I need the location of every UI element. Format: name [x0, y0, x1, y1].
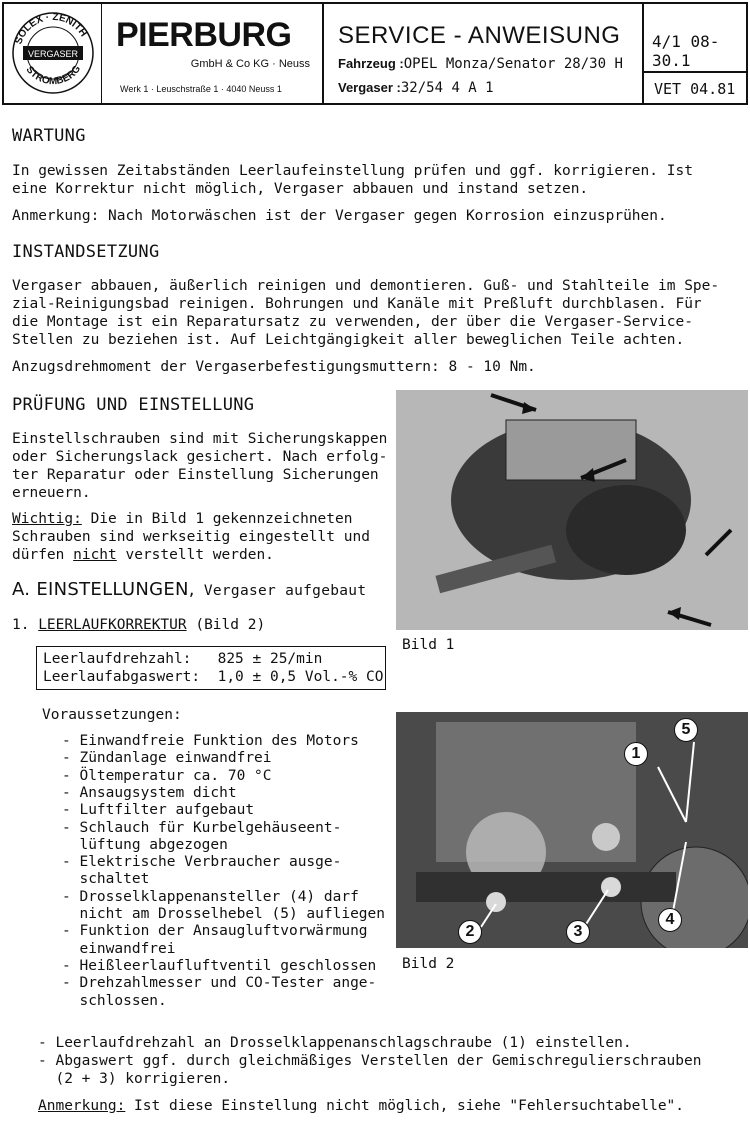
- wartung-text-line: In gewissen Zeitabständen Leerlaufeinstellung prüfen und ggf. korrigieren. Ist: [12, 163, 693, 179]
- prerequisite-item: nicht am Drosselhebel (5) aufliegen: [62, 906, 386, 922]
- adjustment-step: (2 + 3) korrigieren.: [38, 1071, 231, 1087]
- callout-4: 4: [658, 908, 682, 932]
- svg-text:SOLEX · ZENITH: SOLEX · ZENITH: [13, 11, 89, 46]
- document-header: [2, 2, 748, 105]
- prerequisite-item: schlossen.: [62, 992, 167, 1009]
- wartung-note: Anmerkung: Nach Motorwäschen ist der Vergaser gegen Korrosion einzusprühen.: [12, 208, 667, 224]
- pruefung-text-line: oder Sicherungslack gesichert. Nach erfolg-: [12, 449, 388, 465]
- figure-1-carburetor-photo: [396, 390, 748, 630]
- callout-2: 2: [458, 920, 482, 944]
- document-title: SERVICE - ANWEISUNG: [338, 22, 621, 49]
- wichtig-text: Die in Bild 1 gekennzeichneten: [81, 511, 353, 527]
- item-number: 1.: [12, 617, 39, 633]
- vehicle-label: Fahrzeug :: [338, 56, 404, 71]
- prerequisite-item: - Heißleerlaufluftventil geschlossen: [62, 957, 377, 974]
- wichtig-line: Schrauben sind werkseitig eingestellt und: [12, 529, 370, 545]
- prerequisite-item: - Drehzahlmesser und CO-Tester ange-: [62, 975, 377, 992]
- reference-number: 4/1 08-30.1: [652, 32, 720, 70]
- item-leerlaufkorrektur: [12, 616, 265, 634]
- instand-text-line: Stellen zu beziehen ist. Auf Leichtgängigkeit aller beweglichen Teile achten.: [12, 332, 685, 348]
- instand-text-line: zial-Reinigungsbad reinigen. Bohrungen und Kanäle mit Preßluft durchblasen. Für: [12, 296, 702, 312]
- vehicle-value: OPEL Monza/Senator 28/30 H: [403, 56, 623, 72]
- svg-text:STROMBERG: STROMBERG: [23, 63, 84, 88]
- prerequisite-item: - Drosselklappenansteller (4) darf: [62, 888, 359, 905]
- torque-spec: Anzugsdrehmoment der Vergaserbefestigungsmuttern: 8 - 10 Nm.: [12, 359, 536, 375]
- callout-5: 5: [674, 718, 698, 742]
- company-cell: [102, 4, 324, 103]
- wichtig-nicht: nicht: [73, 547, 117, 563]
- idle-speed-spec: Leerlaufdrehzahl: 825 ± 25/min: [43, 651, 323, 667]
- figure-2-caption: Bild 2: [402, 956, 455, 972]
- prerequisite-item: - Schlauch für Kurbelgehäuseent-: [62, 819, 342, 836]
- item-label: LEERLAUFKORREKTUR: [38, 617, 187, 633]
- wichtig-line: [12, 510, 352, 528]
- prerequisite-item: - Luftfilter aufgebaut: [62, 802, 255, 819]
- figure-2-illustration: [396, 712, 748, 948]
- svg-text:VERGASER: VERGASER: [27, 49, 79, 59]
- prerequisite-item: - Ansaugsystem dicht: [62, 784, 237, 801]
- heading-wartung: WARTUNG: [12, 126, 86, 146]
- carburetor-value: 32/54 4 A 1: [400, 80, 494, 96]
- wichtig-label: Wichtig:: [12, 511, 82, 527]
- final-note-label: Anmerkung:: [38, 1098, 126, 1114]
- heading-instandsetzung: INSTANDSETZUNG: [12, 242, 160, 262]
- callout-3: 3: [566, 920, 590, 944]
- pruefung-text-line: erneuern.: [12, 485, 91, 501]
- prerequisite-item: - Funktion der Ansaugluftvorwärmung: [62, 923, 368, 940]
- vehicle-line: [338, 56, 623, 72]
- figure-2-carburetor-photo: [396, 712, 748, 948]
- reference-cell: [644, 4, 748, 103]
- prerequisite-item: - Einwandfreie Funktion des Motors: [62, 733, 359, 749]
- brand-address: Werk 1 · Leuschstraße 1 · 4040 Neuss 1: [120, 84, 282, 94]
- prerequisite-item: - Elektrische Verbraucher ausge-: [62, 854, 342, 871]
- prerequisite-item: einwandfrei: [62, 940, 176, 957]
- wartung-text-line: eine Korrektur nicht möglich, Vergaser abbauen und instand setzen.: [12, 181, 589, 197]
- callout-1: 1: [624, 742, 648, 766]
- final-note: [38, 1097, 684, 1115]
- idle-co-spec: Leerlaufabgaswert: 1,0 ± 0,5 Vol.-% CO: [43, 669, 384, 685]
- prerequisite-item: lüftung abgezogen: [62, 836, 228, 853]
- heading-einstellungen: [12, 580, 366, 601]
- einstellungen-title: A. EINSTELLUNGEN,: [12, 579, 195, 600]
- carburetor-line: [338, 80, 494, 96]
- wichtig-text: verstellt werden.: [116, 547, 274, 563]
- brand-subtitle: GmbH & Co KG · Neuss: [190, 58, 310, 70]
- adjustment-step: - Leerlaufdrehzahl an Drosselklappenanschlagschraube (1) einstellen.: [38, 1035, 632, 1051]
- brand-logo: PIERBURG: [116, 16, 292, 54]
- reference-number-box: [644, 4, 748, 73]
- carburetor-label: Vergaser :: [338, 80, 401, 95]
- instand-text-line: die Montage ist ein Reparatursatz zu verwenden, der über die Vergaser-Service-: [12, 314, 693, 330]
- seal-cell: [4, 4, 102, 103]
- solex-zenith-stromberg-seal: [10, 10, 96, 96]
- pruefung-text-line: Einstellschrauben sind mit Sicherungskappen: [12, 431, 388, 447]
- pruefung-text-line: ter Reparatur oder Einstellung Sicherungen: [12, 467, 379, 483]
- wichtig-text: dürfen: [12, 547, 74, 563]
- voraussetzungen-label: Voraussetzungen:: [42, 707, 182, 723]
- prerequisite-item: - Öltemperatur ca. 70 °C: [62, 767, 272, 784]
- einstellungen-subtitle: Vergaser aufgebaut: [194, 583, 367, 599]
- title-cell: [324, 4, 644, 103]
- figure-1-illustration: [396, 390, 748, 630]
- adjustment-step: - Abgaswert ggf. durch gleichmäßiges Verstellen der Gemischregulierschrauben: [38, 1053, 702, 1069]
- prerequisite-item: schaltet: [62, 871, 150, 888]
- item-ref: (Bild 2): [186, 617, 266, 633]
- instand-text-line: Vergaser abbauen, äußerlich reinigen und demontieren. Guß- und Stahlteile im Spe-: [12, 278, 720, 294]
- reference-code: VET 04.81: [654, 80, 736, 98]
- wichtig-line: [12, 546, 274, 564]
- figure-1-caption: Bild 1: [402, 637, 455, 653]
- idle-spec-box: [36, 646, 386, 690]
- final-note-text: Ist diese Einstellung nicht möglich, siehe "Fehlersuchtabelle".: [125, 1098, 685, 1114]
- heading-pruefung: PRÜFUNG UND EINSTELLUNG: [12, 395, 255, 415]
- prerequisite-item: - Zündanlage einwandfrei: [62, 750, 272, 767]
